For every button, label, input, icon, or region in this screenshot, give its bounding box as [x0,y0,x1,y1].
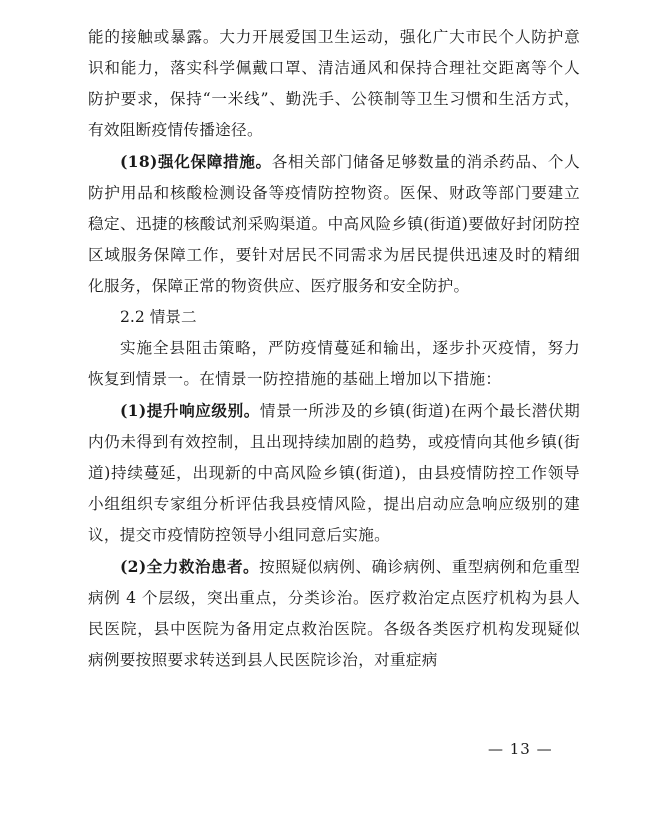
paragraph-text: 实施全县阻击策略，严防疫情蔓延和输出，逐步扑灭疫情，努力恢复到情景一。在情景一防控措施的基础上增加以下措施： [88,339,580,388]
paragraph-protection-measures [88,22,580,146]
paragraph-raise-response-level [88,395,580,551]
paragraph-guarantee-measures [88,146,580,302]
paragraph-text: 情景一所涉及的乡镇(街道)在两个最长潜伏期内仍未得到有效控制，且出现持续加剧的趋势，或疫情向其他乡镇(街道)持续蔓延，出现新的中高风险乡镇(街道)，由县疫情防控工作领导小组组织专家组分析评估我县疫情风险，提出启动应急响应级别的建议，提交市疫情防控领导小组同意后实施。 [88,402,581,544]
paragraph-treat-patients [88,551,580,676]
paragraph-label: (1)提升响应级别。 [120,401,260,420]
document-body [88,22,580,676]
paragraph-label: (2)全力救治患者。 [120,557,260,576]
paragraph-scenario-two-intro [88,333,580,395]
paragraph-text: 各相关部门储备足够数量的消杀药品、个人防护用品和核酸检测设备等疫情防控物资。医保、财政等部门要建立稳定、迅捷的核酸试剂采购渠道。中高风险乡镇(街道)要做好封闭防控区域服务保障工作，要针对居民不同需求为居民提供迅速及时的精细化服务，保障正常的物资供应、医疗服务和安全防护。 [88,153,580,295]
paragraph-text: 能的接触或暴露。大力开展爱国卫生运动，强化广大市民个人防护意识和能力，落实科学佩戴口罩、清洁通风和保持合理社交距离等个人防护要求，保持“一米线”、勤洗手、公筷制等卫生习惯和生活方式，有效阻断疫情传播途径。 [88,28,580,139]
paragraph-label: (18)强化保障措施。 [120,152,272,171]
section-heading: 2.2 情景二 [120,308,197,326]
page-number: — 13 — [488,740,553,758]
paragraph-text: 按照疑似病例、确诊病例、重型病例和危重型病例 4 个层级，突出重点，分类诊治。医疗救治定点医疗机构为县人民医院，县中医院为备用定点救治医院。各级各类医疗机构发现疑似病例要按照要求转送到县人民医院诊治，对重症病 [88,558,580,669]
